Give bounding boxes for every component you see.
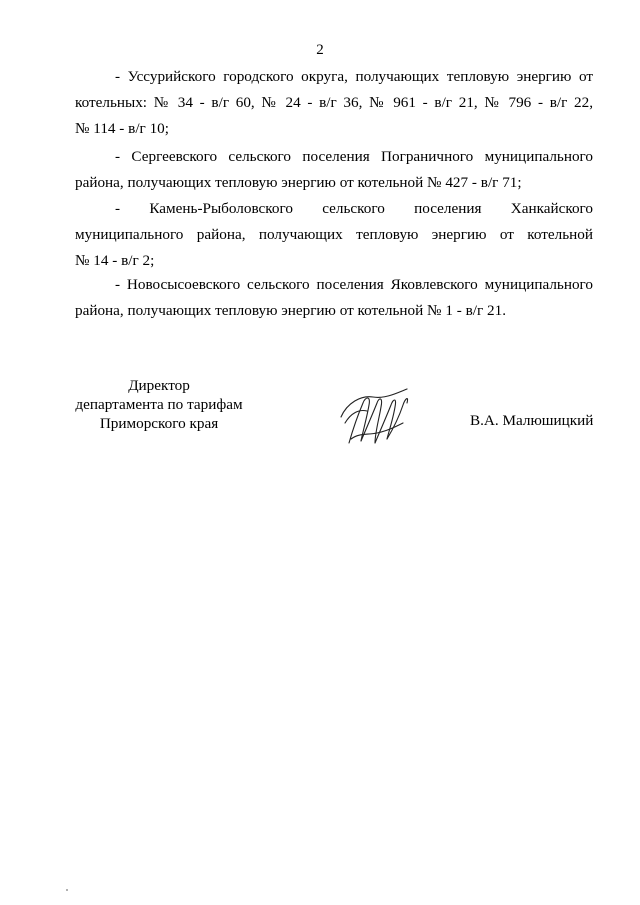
signatory-name: В.А. Малюшицкий: [470, 412, 594, 429]
list-item: [75, 196, 593, 274]
list-item-line: района, получающих тепловую энергию от котельной № 427 - в/г 71;: [75, 174, 522, 191]
signatory-title-line: департамента по тарифам: [75, 396, 243, 413]
list-item-line: котельных: № 34 - в/г 60, № 24 - в/г 36, № 961 - в/г 21, № 796 - в/г 22,: [75, 94, 593, 111]
handwritten-signature: [337, 383, 413, 449]
list-item: [75, 64, 593, 142]
list-item-line: № 114 - в/г 10;: [75, 120, 169, 137]
scan-speck: [66, 889, 68, 891]
list-item-line: - Уссурийского городского округа, получающих тепловую энергию от: [115, 68, 593, 85]
signatory-title: [60, 376, 258, 433]
signatory-title-line: Приморского края: [99, 415, 219, 432]
list-item-line: № 14 - в/г 2;: [75, 252, 155, 269]
list-item: [75, 272, 593, 324]
list-item-line: муниципального района, получающих тепловую энергию от котельной: [75, 226, 593, 243]
list-item: [75, 144, 593, 196]
list-item-line: района, получающих тепловую энергию от котельной № 1 - в/г 21.: [75, 302, 506, 319]
signatory-title-line: Директор: [128, 377, 190, 394]
page-number: 2: [316, 42, 324, 58]
list-item-line: - Новосысоевского сельского поселения Яковлевского муниципального: [115, 276, 593, 293]
list-item-line: - Сергеевского сельского поселения Пограничного муниципального: [115, 148, 593, 165]
list-item-line: - Камень-Рыболовского сельского поселения Ханкайского: [115, 200, 593, 217]
